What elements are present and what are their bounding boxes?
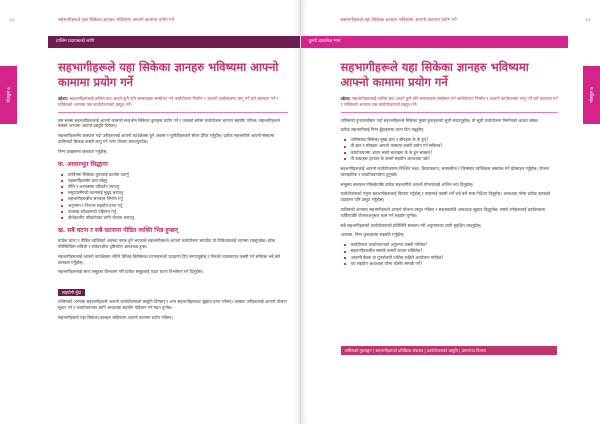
footer-highlight-bar: तालिमको मूल्याङ्कन | सहभागीहरूको प्रतिक्रिया संकलन | कार्ययोजनाको प्रस्तुति | प्रमाणपत्र वितरण [341,346,557,355]
paragraph: सहभागीहरूलाई साना समूहमा विभाजन गरी प्रत्येक समूहलाई एउटा घटना विश्लेषण गर्न दिनुहोस्। [58,269,204,275]
list-item: कार्ययोजना कार्यान्वयनको अनुगमन कसरी गरिनेछ? [351,242,559,248]
objective-text: सहभागीहरूलाई तालिम बाट आउने कुनै पनि समस्याहरू सम्बोधन गर्न कार्ययोजना निर्माण र आफ्नो कार्यस्थलमा लागू गर्ने बारे छलफल गर्न र तालिमको अन्त्यमा यस कार्ययोजनाको प्रस्तुत गर्ने। [58,96,279,107]
objective-label: उद्देश्य: [58,96,69,101]
paragraph: सहभागीहरूसँग छलफल गर्दा उनीहरूलाई आफ्नो कार्यक्षेत्रमा हुने अवसर र चुनौतीहरूबारे सोच्न प्रेरित गर्नुहोस्। प्रत्येक सहभागीले आफ्नो संस्थामा तालिमको सिकाइ कसरी लागू गर्ने भनेर योजना बनाउनुपर्दछ। [58,133,275,144]
list-item: आगामी बैठक वा पुनर्ताजगी तालिम कहिले आयोजना गरिनेछ? [351,255,559,261]
paragraph: निम्न प्रश्नहरूमा छलफल गर्नुहोस्: [58,148,108,154]
right-content-column [341,60,559,271]
paragraph: तालिमको पुनरावलोकन गर्दा सहभागीहरूले सिकेका मुख्य कुराहरूको सूची बनाउनुहोस्। यो सूची कार्ययोजना निर्माणको आधार बन्नेछ। [340,117,539,123]
section-label-bar: तालिम प्रदायकको लागि [48,36,300,48]
paragraph: प्रत्येक घटना र पीडित व्यक्तिको अवस्था फरक हुने भएकाले सहभागीहरूले आफ्नो कार्ययोजना बनाउँदा यो विविधतालाई ध्यानमा राख्नुपर्दछ। हरेक परिस्थितिमा लचिलो र संवेदनशील दृष्टिकोण आवश्यक हुन्छ। [58,238,276,249]
list-item: उपलब्ध स्रोतहरूको पहिचान गर्नु [68,209,288,215]
paragraph: समूहमा छलफल गरिसकेपछि प्रत्येक सहभागीले आफ्नो योजनालाई अन्तिम रूप दिनुहोस्। [340,181,474,187]
list-item: तालिमबाट सिकेका मुख्य ज्ञान र सीपहरू के के हुन्? [351,137,559,143]
list-item: तालिममा सिकेका कुरालाई कार्यमा उतार्नु [68,172,288,178]
section-a-heading: क. आधारभूत सिद्धान्त [58,160,108,168]
objective-block [58,96,288,108]
list-item: अनुगमन र निरन्तर सहयोग प्राप्त गर्नु [68,203,288,209]
objective-block [341,96,559,108]
module-side-tab-label: मोड्युल ७ [6,87,12,103]
paragraph: तालिमको अन्त्यमा सहभागीहरूले आफ्नो कार्ययोजनाको प्रस्तुति दिनेछन् र अन्य सहभागीहरूबाट सुझाव प्राप्त गर्नेछन्। यसबाट उनीहरूलाई आफ्नो योजना सुधार गर्न र कार्यान्वयनका लागि आवश्यक सहयोग पहिचान गर्न मद्दत पुग्नेछ। [58,299,287,310]
section-a-list [58,172,288,222]
list-item: ती बाधाहरू हटाउन के कस्तो सहयोग आवश्यक पर्छ? [351,156,559,162]
list-item: नीति र अभ्यासमा परिवर्तन ल्याउनु [68,184,288,190]
running-head: सहभागीहरूले यहा सिकेका ज्ञानहरु भविष्यमा आफ्नो कामामा प्रयोग गर्ने [58,18,175,23]
left-content-column [58,60,288,325]
right-page [301,0,600,424]
paragraph: प्रत्येक सहभागीलाई निम्न बुँदाहरूमा ध्यान दिन भन्नुहोस्: [340,127,425,133]
paragraph: सबै सहभागीहरूको कार्ययोजनाको प्रतिलिपि संकलन गरी अनुगमनका लागि सुरक्षित राख्नुहोस्। [340,222,482,228]
bullet-list [341,242,559,267]
paragraph: सहभागीहरूलाई आफ्नो कार्ययोजनामा निश्चित लक्ष्य, क्रियाकलाप, समयसीमा र जिम्मेवार व्यक्तिहरू समावेश गर्न प्रोत्साहन गर्नुहोस्। योजना व्यावहारिक र कार्यान्वयनयोग्य हुनुपर्छ। [340,166,550,177]
page-title: सहभागीहरूले यहा सिकेका ज्ञानहरु भविष्यमा आफ्नो कामामा प्रयोग गर्ने [58,60,279,89]
section-label-bar: तुल्यो दस्ताबेज भाग [301,36,569,48]
tip-tag: सहयोगी बुँदा [58,289,85,296]
paragraph: कार्ययोजनाको नमूना सहभागीहरूलाई वितरण गर्नुहोस् र त्यसलाई कसरी भर्ने भन्ने बारे स्पष्ट निर्देशन दिनुहोस्। आवश्यक परेमा प्रत्येक खण्डको उदाहरण पनि प्रस्तुत गर्नुहोस्। [340,191,551,203]
divider [58,112,288,113]
divider [341,112,559,113]
page-number: ९० [9,18,15,24]
paragraph: तालिमको अन्त्यमा सहभागीहरूले आफ्नो योजना प्रस्तुत गर्नेछन् र सहजकर्ताले आवश्यक सुझाव दिनुहुनेछ। यसले उनीहरूलाई कार्यस्थलमा फर्किएपछि योजनाअनुसार काम गर्न सहयोग पुग्नेछ। [340,206,546,218]
objective-text: सहभागीहरूलाई तालिम बाट आउने कुनै पनि समस्याहरू सम्बोधन गर्न कार्ययोजना निर्माण र आफ्नो कार्यस्थलमा लागू गर्ने बारे छलफल गर्न र तालिमको अन्त्यमा यस कार्ययोजनाको प्रस्तुत गर्ने। [340,96,558,107]
paragraph: सहभागीहरूलाई आफ्नो कार्यक्षेत्रमा भेटिने विभिन्न किसिमका घटनाहरूको उदाहरण दिन लगाउनुहोस् र तिनको व्यवस्थापन कसरी गर्न सकिन्छ भन्ने बारे छलफल गर्नुहोस्। [58,253,281,265]
module-side-tab [0,66,17,124]
paragraph: अन्त्यमा, निम्न कुराहरूमा सहमति गर्नुहोस्: [340,232,405,238]
list-item: समुदायसँगको कामलाई सुदृढ बनाउनु [68,190,288,196]
module-side-tab [583,66,600,124]
list-item: थप सहयोग आवश्यक परेमा कोसँग सम्पर्क गर्ने? [351,261,559,267]
list-item: सहकर्मीहरूसँग ज्ञान बाँड्नु [68,178,288,184]
list-item: दीर्घकालीन परिवर्तनका लागि योजना बनाउनु [68,215,288,221]
list-item: सहभागीहरूबीच सम्पर्क कसरी कायम राखिनेछ? [351,248,559,254]
section-b-heading: ख. सबै घटना र सबै घटनामा पीडित व्यक्ति भिन्न हुन्छन् [58,227,178,235]
module-side-tab-label: मोड्युल ७ [589,87,595,103]
paragraph: सहभागीहरूले यहा सिकेका ज्ञानहरु भविष्यमा आफ्नो कामामा प्रयोग गर्नेछन्। [58,314,173,320]
list-item: कार्यान्वयनमा आउन सक्ने बाधाहरू के के हुन सक्छन्? [351,150,559,156]
list-item: ती ज्ञान र सीपहरू आफ्नो कामामा कसरी प्रयोग गर्न सकिन्छ? [351,143,559,149]
list-item: सहभागीहरूबीच सञ्जाल निर्माण गर्नु [68,196,288,202]
paragraph: यस सत्रमा सहभागीहरूलाई आफ्नो कामको सन्दर्भमा सिकेका कुराहरू प्रयोग गर्न र त्यसको बारेमा कार्ययोजना बनाउन सहयोग गरिन्छ। सहभागीहरूले सत्रको अन्त्यमा आफ्नो प्रस्तुति दिनेछन्। [58,117,280,129]
page-number: ९१ [585,18,591,24]
running-head: सहभागीहरूले यहा सिकेका ज्ञानहरु भविष्यमा आफ्नो कामामा प्रयोग गर्ने [340,18,457,23]
page-title: सहभागीहरूले यहा सिकेका ज्ञानहरु भविष्यमा आफ्नो कामामा प्रयोग गर्ने [340,60,529,89]
objective-label: उद्देश्य: [340,96,351,101]
bullet-list [341,137,559,162]
